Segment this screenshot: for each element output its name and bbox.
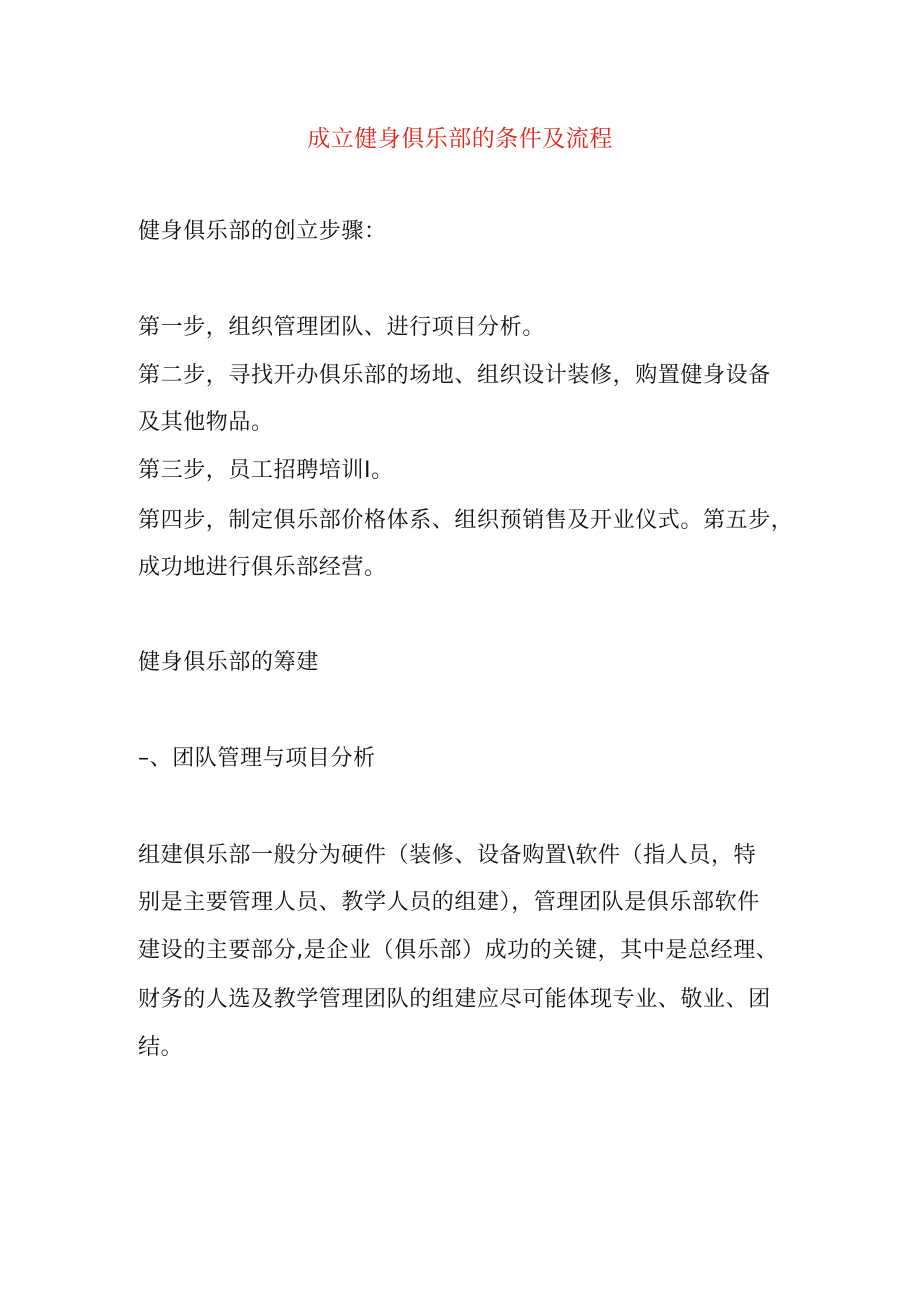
step-line-4: 第三步，员工招聘培训Ⅰ。 [138, 458, 394, 483]
step-line-1: 第一步，组织管理团队、进行项目分析。 [138, 315, 545, 340]
step-line-6: 成功地进行俱乐部经营。 [138, 555, 387, 580]
step-line-2: 第二步，寻找开办俱乐部的场地、组织设计装修，购置健身设备 [138, 363, 771, 388]
steps-heading: 健身俱乐部的创立步骤： [138, 219, 387, 244]
document-title: 成立健身俱乐部的条件及流程 [307, 126, 613, 152]
paragraph-line-5: 结。 [138, 1035, 184, 1060]
subsection-heading: –、团队管理与项目分析 [138, 746, 376, 771]
step-line-3: 及其他物品。 [138, 410, 274, 435]
paragraph-line-2: 别是主要管理人员、教学人员的组建），管理团队是俱乐部软件 [138, 890, 760, 915]
paragraph-line-3: 建设的主要部分,是企业（俱乐部）成功的关键，其中是总经理、 [138, 938, 779, 963]
step-line-5: 第四步，制定俱乐部价格体系、组织预销售及开业仪式。第五步， [138, 508, 794, 533]
paragraph-line-4: 财务的人选及教学管理团队的组建应尽可能体现专业、敬业、团 [138, 987, 771, 1012]
paragraph-line-1: 组建俱乐部一般分为硬件（装修、设备购置\软件（指人员，特 [138, 843, 757, 868]
section-heading: 健身俱乐部的筹建 [138, 650, 319, 675]
